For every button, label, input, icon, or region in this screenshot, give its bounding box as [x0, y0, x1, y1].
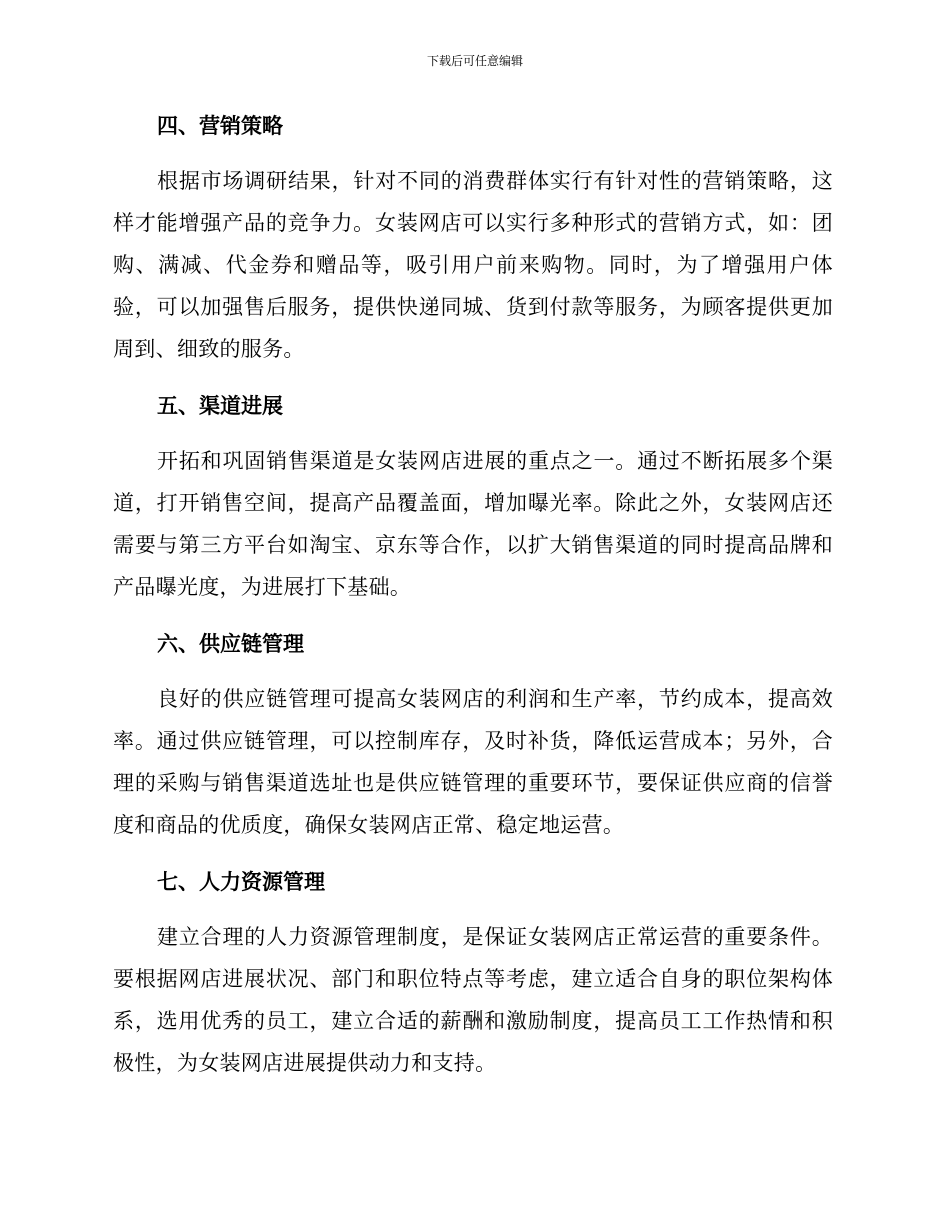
section-paragraph: 根据市场调研结果，针对不同的消费群体实行有针对性的营销策略，这样才能增强产品的竞争力。女装网店可以实行多种形式的营销方式，如：团购、满减、代金券和赠品等，吸引用户前来购物。同时，为了增强用户体验，可以加强售后服务，提供快递同城、货到付款等服务，为顾客提供更加周到、细致的服务。	[113, 169, 833, 361]
section-heading: 七、人力资源管理	[157, 870, 325, 894]
section-channel-development	[113, 384, 833, 608]
section-human-resources	[113, 860, 833, 1084]
section-marketing-strategy	[113, 104, 833, 370]
section-paragraph: 建立合理的人力资源管理制度，是保证女装网店正常运营的重要条件。要根据网店进展状况、部门和职位特点等考虑，建立适合自身的职位架构体系，选用优秀的员工，建立合适的薪酬和激励制度，提高员工工作热情和积极性，为女装网店进展提供动力和支持。	[113, 925, 833, 1075]
section-paragraph: 良好的供应链管理可提高女装网店的利润和生产率，节约成本，提高效率。通过供应链管理，可以控制库存，及时补货，降低运营成本；另外，合理的采购与销售渠道选址也是供应链管理的重要环节，要保证供应商的信誉度和商品的优质度，确保女装网店正常、稳定地运营。	[113, 687, 833, 837]
section-heading: 四、营销策略	[157, 114, 283, 138]
page-header-note: 下载后可任意编辑	[426, 54, 523, 68]
document-body	[113, 104, 833, 1098]
section-paragraph: 开拓和巩固销售渠道是女装网店进展的重点之一。通过不断拓展多个渠道，打开销售空间，提高产品覆盖面，增加曝光率。除此之外，女装网店还需要与第三方平台如淘宝、京东等合作，以扩大销售渠道的同时提高品牌和产品曝光度，为进展打下基础。	[113, 449, 833, 599]
section-supply-chain	[113, 622, 833, 846]
section-heading: 五、渠道进展	[157, 394, 283, 418]
section-heading: 六、供应链管理	[157, 632, 304, 656]
